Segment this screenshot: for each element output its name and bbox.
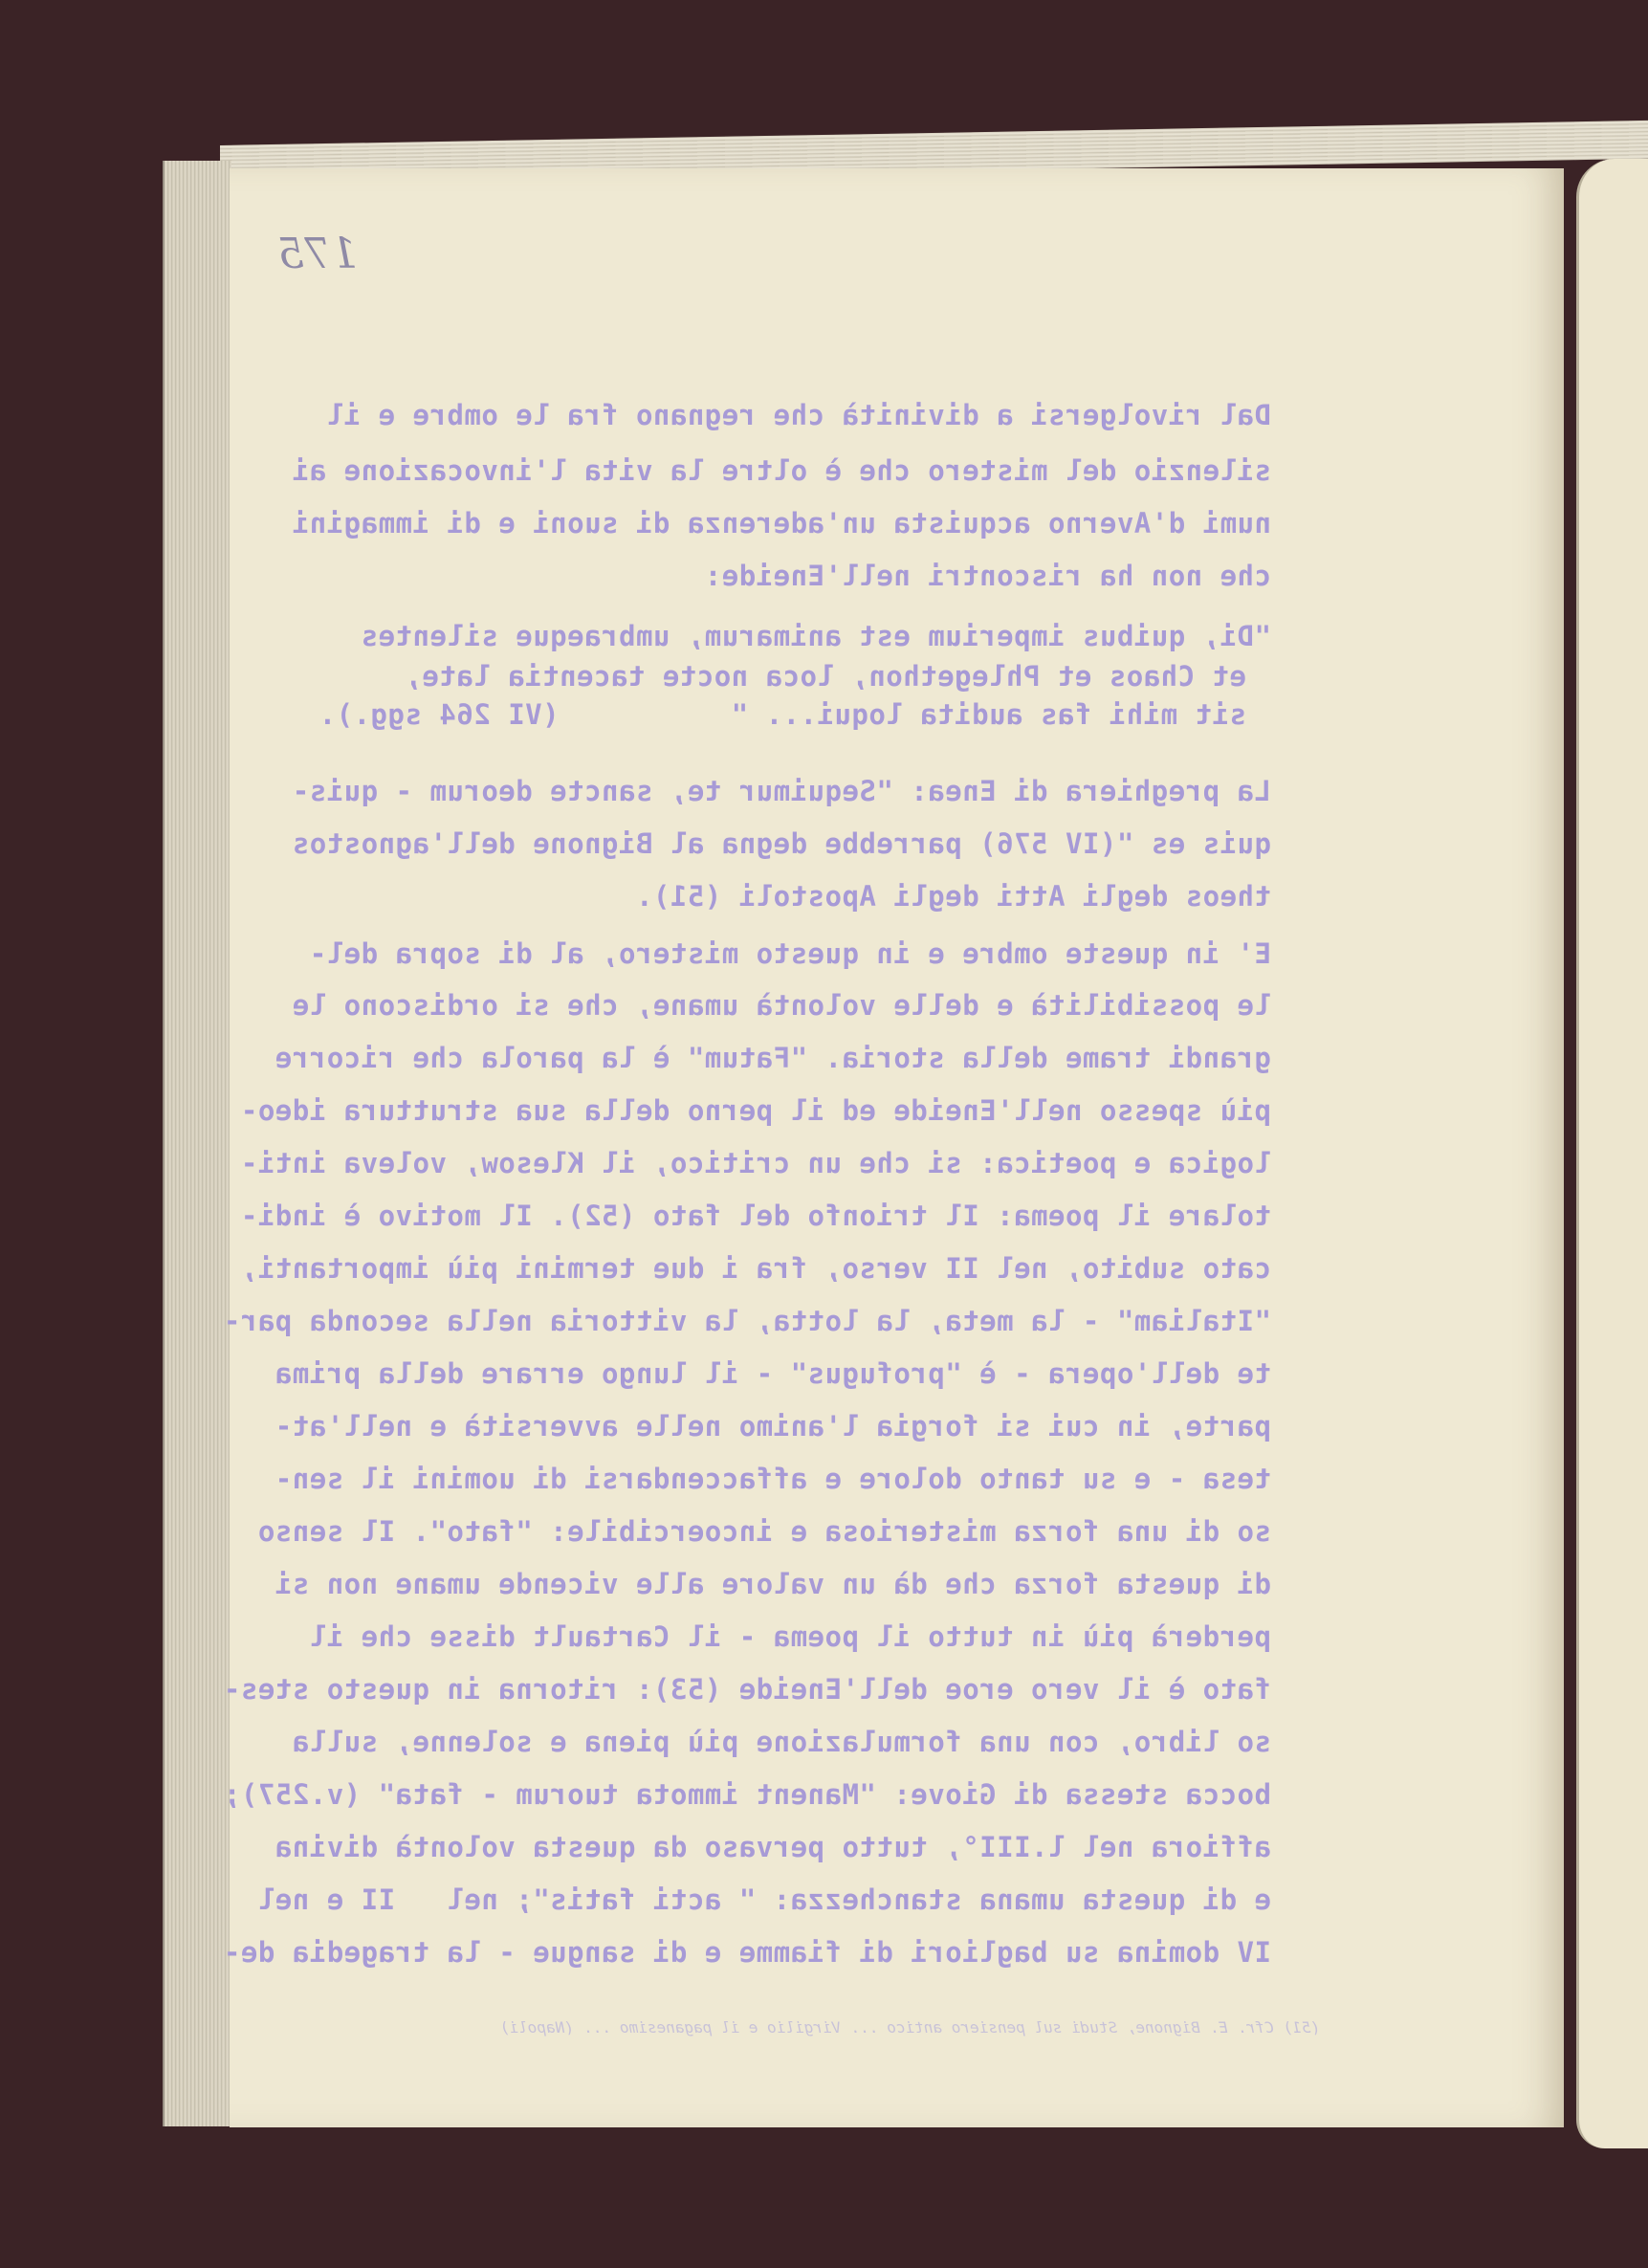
text-line: silenzio del mistero che è oltre la vita l'invocazione ai <box>292 454 1271 487</box>
text-line: perderà più in tutto il poema - il Cartault disse che il <box>309 1620 1271 1653</box>
text-line: parte, in cui si forgia l'animo nelle avversità e nell'at- <box>275 1410 1271 1442</box>
text-line: di questa forza che dà un valore alle vicende umane non si <box>275 1568 1271 1600</box>
text-line: che non ha riscontri nell'Eneide: <box>704 560 1271 592</box>
text-line: so libro, con una formulazione più piena e solenne, sulla <box>292 1726 1271 1758</box>
page-number: 175 <box>277 230 358 278</box>
text-line: te dell'opera - è "profugus" - il lungo errare della prima <box>275 1357 1271 1390</box>
text-line: bocca stessa di Giove: "Manent immota tuorum - fata" (v.257); <box>223 1778 1271 1811</box>
text-line: sit mihi fas audita loqui... " (VI 264 sgg.). <box>319 698 1246 731</box>
text-line: le possibilità e delle volontà umane, che si ordiscono le <box>292 989 1271 1022</box>
text-line: tesa - e su tanto dolore e affaccendarsi di uomini il sen- <box>275 1463 1271 1495</box>
text-line: "Italiam" - la meta, la lotta, la vittoria nella seconda par- <box>223 1305 1271 1337</box>
text-line: più spesso nell'Eneide ed il perno della sua struttura ideo- <box>240 1094 1271 1127</box>
text-line: affiora nel l.III°, tutto pervaso da questa volontà divina <box>275 1831 1271 1863</box>
text-line: fato è il vero eroe dell'Eneide (53): ritorna in questo stes- <box>223 1673 1271 1706</box>
text-line: grandi trame della storia. "Fatum" è la parola che ricorre <box>275 1042 1271 1074</box>
text-line: "Di, quibus imperium est animarum, umbraeque silentes <box>361 620 1271 652</box>
text-line: quis es "(IV 576) parrebbe degna al Bignone dell'agnostos <box>292 827 1271 860</box>
text-line: theos degli Atti degli Apostoli (51). <box>635 880 1271 913</box>
text-line: logica e poetica: si che un critico, il Klesow, voleva inti- <box>240 1147 1271 1179</box>
text-line: cato subito, nel II verso, fra i due termini più importanti, <box>240 1252 1271 1285</box>
text-line: so di una forza misteriosa e incoercibile: "fato". Il senso <box>257 1515 1271 1548</box>
text-line: Dal rivolgersi a divinità che regnano fra le ombre e il <box>326 399 1271 431</box>
text-line: IV domina su bagliori di fiamme e di sangue - la tragedia de- <box>223 1936 1271 1969</box>
text-line: numi d'Averno acquista un'aderenza di suoni e di immagini <box>292 507 1271 539</box>
footnote-bleed-through: (51) Cfr. E. Bignone, Studi sul pensiero antico ... Virgilio e il paganesimo ... (Napoli) <box>499 2018 1320 2037</box>
text-line: et Chaos et Phlegethon, loca nocte tacentia late, <box>404 660 1246 693</box>
text-line: E' in queste ombre e in questo mistero, al di sopra del- <box>309 937 1271 970</box>
text-line: La preghiera di Enea: "Sequimur te, sancte deorum - quis- <box>292 775 1271 807</box>
text-line: e di questa umana stanchezza: " acti fatis"; nel II e nel <box>257 1883 1271 1916</box>
text-line: tolare il poema: Il trionfo del fato (52). Il motivo è indi- <box>240 1200 1271 1232</box>
